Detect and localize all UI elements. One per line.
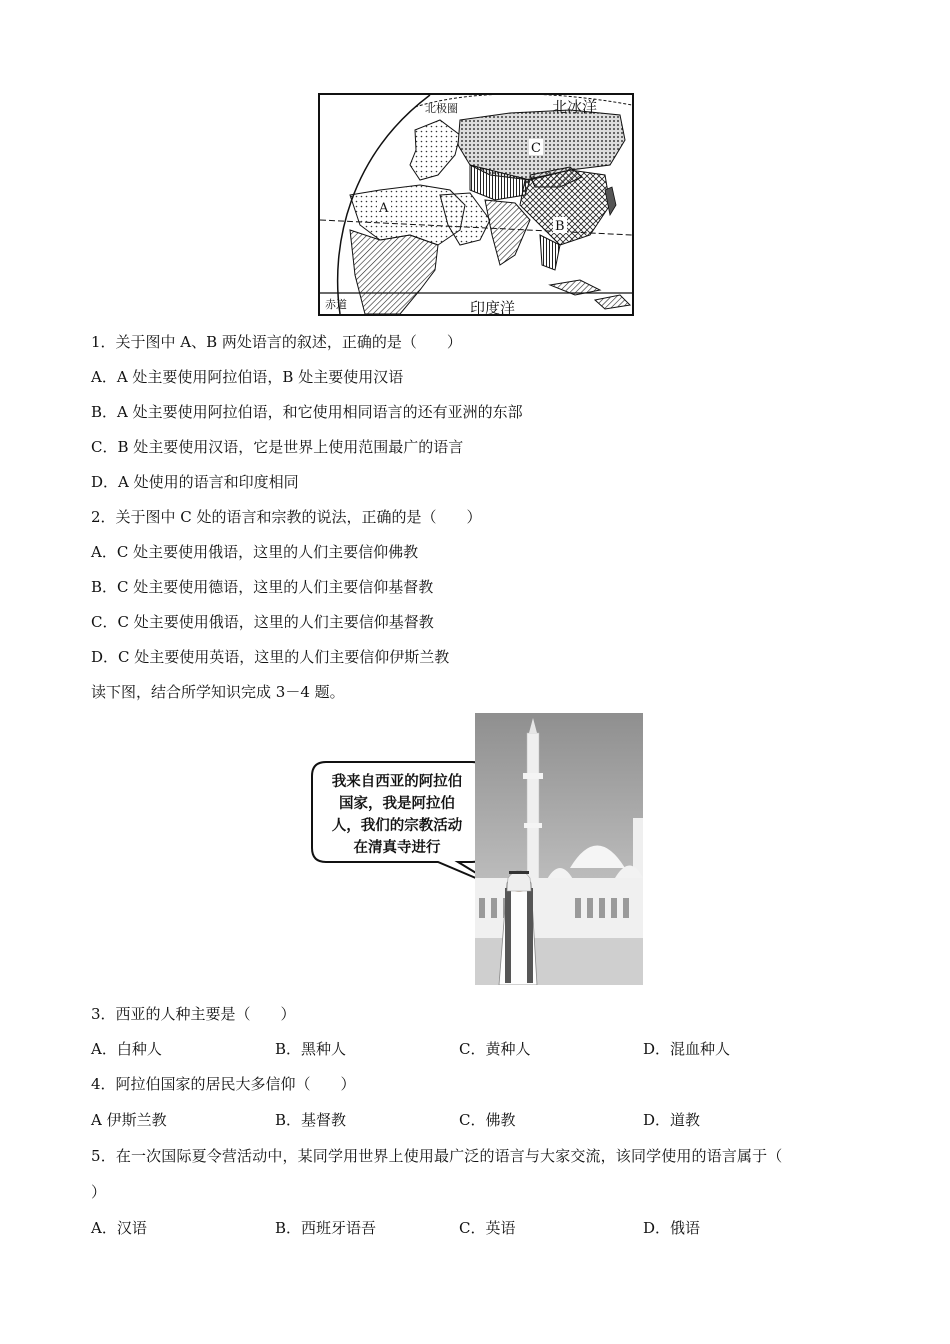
q1-option-d: D．A 处使用的语言和印度相同 — [91, 473, 299, 491]
equator-label: 赤道 — [325, 298, 347, 311]
q3-option-a: A．白种人 — [91, 1040, 162, 1058]
map-drawing — [320, 95, 632, 314]
map-label-a: A — [379, 201, 389, 216]
q3-stem: 3．西亚的人种主要是（ ） — [91, 1005, 296, 1023]
q5-stem: 5．在一次国际夏令营活动中，某同学用世界上使用最广泛的语言与大家交流，该同学使用的语言属于（ — [91, 1147, 783, 1165]
bubble-line-4: 在清真寺进行 — [353, 840, 441, 856]
q5-option-b: B．西班牙语吾 — [275, 1219, 377, 1237]
q5-option-a: A．汉语 — [91, 1219, 147, 1237]
q4-option-a: A 伊斯兰教 — [91, 1111, 167, 1129]
q2-option-d: D．C 处主要使用英语，这里的人们主要信仰伊斯兰教 — [91, 648, 450, 666]
arctic-ocean-label: 北冰洋 — [552, 98, 598, 116]
q3-option-c: C．黄种人 — [459, 1040, 531, 1058]
q3-option-d: D．混血种人 — [643, 1040, 731, 1058]
q2-option-c: C．C 处主要使用俄语，这里的人们主要信仰基督教 — [91, 613, 434, 631]
q1-stem: 1．关于图中 A、B 两处语言的叙述，正确的是（ ） — [91, 333, 462, 351]
q2-stem: 2．关于图中 C 处的语言和宗教的说法，正确的是（ ） — [91, 508, 482, 526]
arctic-circle-label: 北极圈 — [425, 102, 458, 115]
q4-option-d: D．道教 — [643, 1111, 701, 1129]
q2-option-a: A．C 处主要使用俄语，这里的人们主要信仰佛教 — [91, 543, 419, 561]
q1-option-c: C．B 处主要使用汉语，它是世界上使用范围最广的语言 — [91, 438, 464, 456]
bubble-line-3: 人，我们的宗教活动 — [331, 818, 463, 834]
intro-q3-q4: 读下图，结合所学知识完成 3－4 题。 — [91, 683, 345, 701]
q4-stem: 4．阿拉伯国家的居民大多信仰（ ） — [91, 1075, 356, 1093]
bubble-line-1: 我来自西亚的阿拉伯 — [331, 774, 463, 790]
q3-option-b: B．黑种人 — [275, 1040, 347, 1058]
q4-option-b: B．基督教 — [275, 1111, 347, 1129]
indian-ocean-label: 印度洋 — [470, 299, 516, 314]
q5-stem-continued: ） — [91, 1183, 107, 1201]
map-label-b: B — [555, 219, 565, 234]
mosque-photo — [475, 713, 643, 985]
q5-option-d: D．俄语 — [643, 1219, 701, 1237]
asia-language-map — [318, 93, 634, 316]
mosque-illustration — [475, 713, 643, 985]
speech-bubble-text — [312, 771, 482, 859]
q1-option-a: A．A 处主要使用阿拉伯语，B 处主要使用汉语 — [91, 368, 404, 386]
q4-option-c: C．佛教 — [459, 1111, 516, 1129]
q1-option-b: B．A 处主要使用阿拉伯语，和它使用相同语言的还有亚洲的东部 — [91, 403, 523, 421]
map-label-c: C — [531, 141, 541, 156]
bubble-line-2: 国家，我是阿拉伯 — [339, 796, 455, 812]
q2-option-b: B．C 处主要使用德语，这里的人们主要信仰基督教 — [91, 578, 434, 596]
q5-option-c: C．英语 — [459, 1219, 516, 1237]
